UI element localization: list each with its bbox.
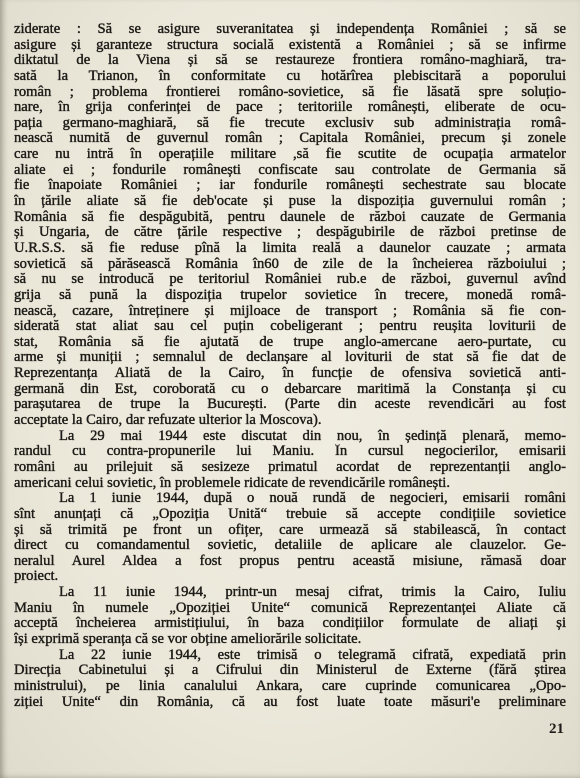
text-line: nească numită de guvernul român ; Capitala României, precum și zonele xyxy=(14,131,566,147)
text-line: asigure și garanteze structura socială existentă a României ; să se infirme xyxy=(14,37,566,53)
text-line: U.R.S.S. să fie reduse pînă la limita reală a daunelor cauzate ; armata xyxy=(14,240,566,256)
text-line: grija să pună la dispoziția trupelor sovietice în trecere, monedă româ- xyxy=(14,287,566,303)
text-line: proiect. xyxy=(14,569,59,585)
text-line: ziderate : Să se asigure suveranitatea și independența României ; să se xyxy=(14,22,566,37)
paragraph xyxy=(14,491,566,585)
paragraph xyxy=(14,585,566,648)
text-line: își exprimă speranța că se vor obține ameliorările solicitate. xyxy=(14,631,362,647)
text-line: La 29 mai 1944 este discutat din nou, în ședință plenară, memo- xyxy=(59,428,566,444)
text-line: diktatul de la Viena și să se restaureze frontiera româno-maghiară, tra- xyxy=(14,53,566,69)
text-line: fie înapoiate României ; iar fondurile românești sechestrate sau blocate xyxy=(14,178,566,194)
text-line: român ; problema frontierei româno-sovietice, să fie lăsată spre soluțio- xyxy=(14,84,566,100)
text-line: La 11 iunie 1944, printr-un mesaj cifrat, trimis la Cairo, Iuliu xyxy=(59,585,566,601)
text-line: nare, în grija conferinței de pace ; teritoriile românești, eliberate de ocu- xyxy=(14,100,566,116)
text-line: Direcția Cabinetului și a Cifrului din Ministerul de Externe (fără știrea xyxy=(14,663,566,679)
text-line: arme și muniții ; semnalul de declanșare al loviturii de stat să fie dat de xyxy=(14,350,566,366)
text-line: siderată stat aliat sau cel puțin cobeligerant ; pentru reușita loviturii de xyxy=(14,319,566,335)
text-line: ministrului), pe linia canalului Ankara, care cuprinde comunicarea „Opo- xyxy=(14,678,566,694)
text-line: germană din Est, coroborată cu o debarcare maritimă la Constanța și cu xyxy=(14,381,566,397)
body-text xyxy=(14,22,566,710)
text-line: nească, cazare, întreținere și mijloace de transport ; România să fie con- xyxy=(14,303,566,319)
text-line: Maniu în numele „Opoziției Unite“ comunică Reprezentanței Aliate că xyxy=(14,600,566,616)
text-line: sînt anunțați că „Opoziția Unită“ trebuie să accepte condițiile sovietice xyxy=(14,506,566,522)
paragraph xyxy=(14,22,566,429)
text-line: sată la Trianon, în conformitate cu hotărîrea plebiscitară a poporului xyxy=(14,68,566,84)
text-line: randul cu contra-propunerile lui Maniu. În cursul negocierilor, emisarii xyxy=(14,444,566,460)
text-line: neralul Aurel Aldea a fost propus pentru această misiune, rămasă doar xyxy=(14,553,566,569)
text-line: pația germano-maghiară, să fie trecute exclusiv sub administrația româ- xyxy=(14,115,566,131)
text-line: sovietică să părăsească România în60 de zile de la încheierea războiului ; xyxy=(14,256,566,272)
text-line: în țările aliate să fie deb'ocate și puse la dispoziția guvernului român ; xyxy=(14,194,566,210)
text-line: La 22 iunie 1944, este trimisă o telegramă cifrată, expediată prin xyxy=(59,647,566,663)
text-line: aliate ei ; fondurile românești confiscate sau controlate de Germania să xyxy=(14,162,566,178)
text-line: care nu intră în operațiile militare ,să fie scutite de ocupația armatelor xyxy=(14,147,566,163)
text-line: Reprezentanța Aliată de la Cairo, în funcție de ofensiva sovietică anti- xyxy=(14,366,566,382)
text-line: să nu se introducă pe teritoriul României rub.e de război, guvernul avînd xyxy=(14,272,566,288)
text-line: direct cu comandamentul sovietic, detaliile de aplicare ale clauzelor. Ge- xyxy=(14,538,566,554)
paragraph xyxy=(14,429,566,492)
text-line: La 1 iunie 1944, după o nouă rundă de negocieri, emisarii români xyxy=(59,491,566,507)
page-number: 21 xyxy=(549,721,564,737)
text-line: și să trimită pe front un ofițer, care urmează să stabilească, în contact xyxy=(14,522,566,538)
text-line: și Ungaria, de către țările respective ; despăgubirile de război pretinse de xyxy=(14,225,566,241)
text-line: acceptate la Cairo, dar refuzate ulterior la Moscova). xyxy=(14,413,322,429)
text-line: România să fie despăgubită, pentru daunele de război cauzate de Germania xyxy=(14,209,566,225)
text-line: români au prilejuit să sesizeze primatul acordat de reprezentanții anglo- xyxy=(14,459,566,475)
text-line: parașutarea de trupe la București. (Parte din aceste revendicări au fost xyxy=(14,397,566,413)
text-line: acceptă încheierea armistițiului, în baza condițiilor formulate de aliați și xyxy=(14,616,566,632)
text-line: stat, România să fie ajutată de trupe anglo-amercane aero-purtate, cu xyxy=(14,334,566,350)
text-line: ziției Unite“ din România, că au fost luate toate măsuri'e preliminare xyxy=(14,694,566,710)
paragraph xyxy=(14,648,566,711)
text-line: americani celui sovietic, în problemele ridicate de revendicările românești. xyxy=(14,475,450,491)
